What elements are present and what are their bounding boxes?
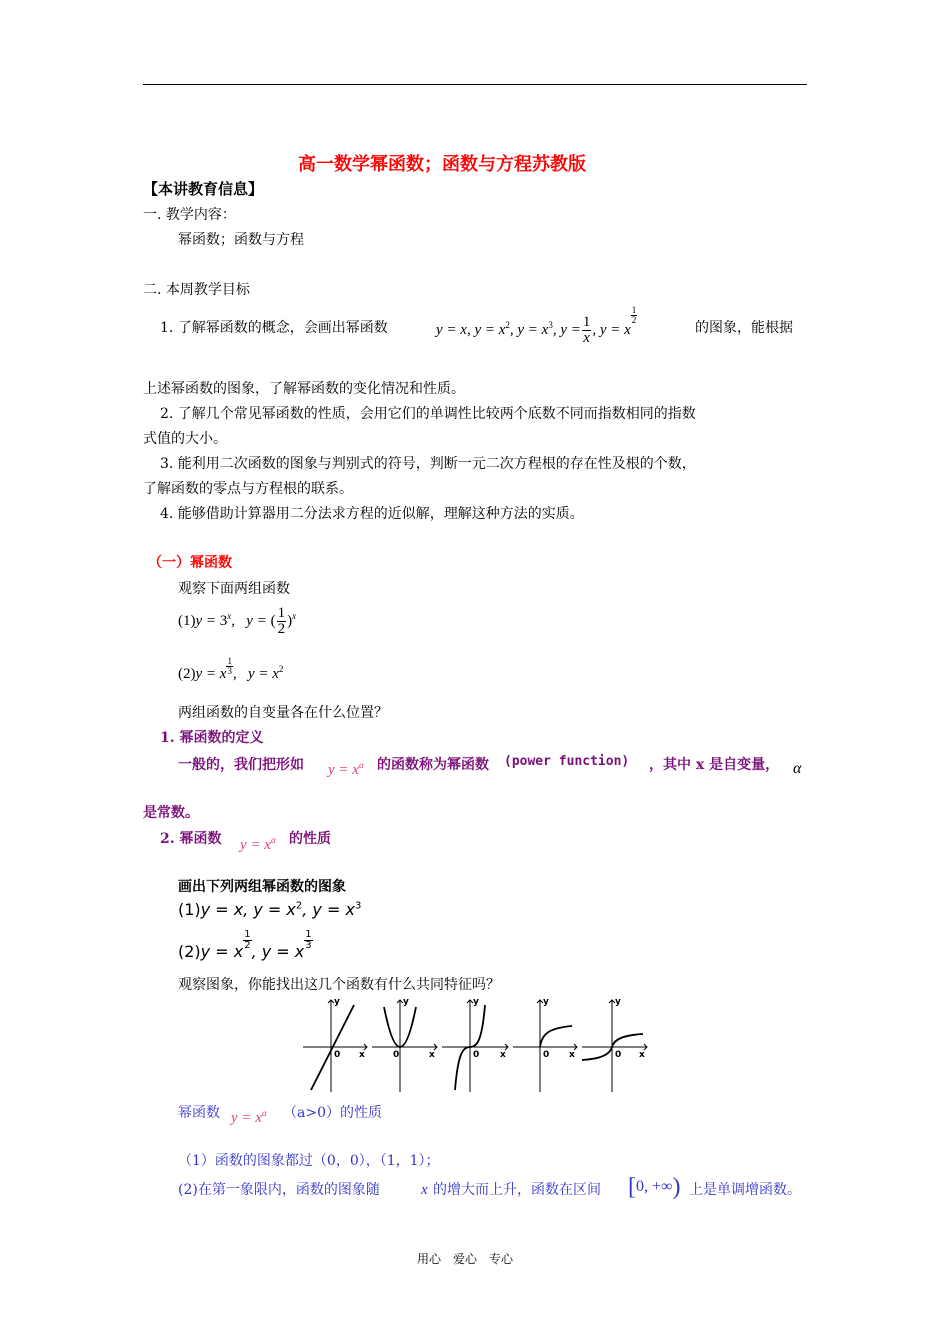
def-text-en: (power function): [504, 754, 630, 769]
graph2-y-label: y: [403, 997, 409, 1007]
graph1-y-label: y: [334, 997, 340, 1007]
def-heading: 1. 幂函数的定义: [160, 730, 264, 746]
graph3-x-label: x: [500, 1050, 506, 1060]
graph1-o-label: 0: [334, 1050, 341, 1060]
graph2-x-label: x: [429, 1050, 435, 1060]
alpha-symbol: α: [793, 760, 802, 777]
prop-2a: (2)在第一象限内，函数的图象随: [178, 1182, 380, 1198]
group-2-formula: (2)y = x $\frac{1}{3}$ , $y = x^2$: [178, 656, 284, 682]
prop-heading-formula: $y = x^\alpha$: [240, 835, 276, 853]
draw-instruction: 画出下列两组幂函数的图象: [178, 879, 346, 895]
goal-3a: 3. 能利用二次函数的图象与判别式的符号，判断一元二次方程根的存在性及根的个数，: [160, 456, 696, 472]
header-rule: [143, 84, 807, 85]
goal-1b: 的图象，能根据: [695, 320, 793, 336]
page-title: 高一数学幂函数；函数与方程苏教版: [298, 154, 586, 175]
prop-2b: 的增大而上升，函数在区间: [433, 1182, 601, 1198]
goal-1c: 上述幂函数的图象，了解幂函数的变化情况和性质。: [143, 381, 465, 397]
page-footer: 用心 爱心 专心: [417, 1252, 514, 1266]
def-text-a: 一般的，我们把形如: [178, 757, 304, 773]
prop-2-x: x: [421, 1182, 428, 1198]
goal-1a: 1. 了解幂函数的概念，会画出幂函数: [160, 320, 388, 336]
prop-1: （1）函数的图象都过（0，0），（1，1）；: [178, 1153, 440, 1169]
prop-2c: 上是单调增函数。: [689, 1182, 801, 1198]
draw-group-1: (1)y = x, $y = x^2$, $y = x^3$: [178, 900, 362, 919]
def-text-d: 是常数。: [143, 805, 199, 821]
graph2-o-label: 0: [393, 1050, 400, 1060]
prop-heading-a: 2. 幂函数: [160, 831, 222, 847]
def-formula: $y = x^\alpha$: [328, 760, 364, 778]
graph-y-equals-x-squared: [372, 1000, 437, 1092]
graph4-y-label: y: [543, 997, 549, 1007]
goal-3b: 了解函数的零点与方程根的联系。: [143, 481, 353, 497]
graph5-y-label: y: [615, 997, 621, 1007]
goal-1-formula: y = x, $y = x^2$, $y = x^3$, y = $\frac{1}{x}$ , y = x $\frac{1}{2}$: [436, 305, 637, 346]
part1-heading: （一）幂函数: [148, 555, 232, 571]
draw-group-2: (2)y = x $\frac{1}{2}$ , y = x $\frac{1}{3}$: [178, 929, 312, 961]
graph4-o-label: 0: [543, 1050, 550, 1060]
graph-y-equals-x: [303, 1000, 367, 1092]
def-text-b: 的函数称为幂函数: [377, 757, 489, 773]
graph-y-equals-x-cubed: [442, 1000, 508, 1092]
graph1-x-label: x: [359, 1050, 365, 1060]
pos-text-b: （a>0）的性质: [283, 1105, 382, 1121]
graph4-x-label: x: [569, 1050, 575, 1060]
sec1-heading: 一. 教学内容：: [143, 207, 236, 223]
def-text-c: ，其中 x 是自变量，: [649, 757, 780, 773]
prop-heading-b: 的性质: [289, 831, 331, 847]
observe-question: 观察图象，你能找出这几个函数有什么共同特征吗？: [178, 977, 500, 993]
goal-2b: 式值的大小。: [143, 431, 227, 447]
power-function-graphs: [300, 995, 652, 1095]
graph5-x-label: x: [639, 1050, 645, 1060]
graph3-y-label: y: [473, 997, 479, 1007]
graph-y-equals-sqrt-x: [513, 1000, 577, 1092]
group-1-formula: $(1)y = 3^x$, y = ( $\frac{1}{2}$ )$^x$: [178, 605, 297, 637]
pos-formula: $y = x^\alpha$: [231, 1108, 267, 1126]
sec2-heading: 二. 本周教学目标: [143, 282, 250, 298]
question-text: 两组函数的自变量各在什么位置？: [178, 705, 388, 721]
graph3-o-label: 0: [473, 1050, 480, 1060]
pos-text-a: 幂函数: [178, 1105, 220, 1121]
observe-text: 观察下面两组函数: [178, 581, 290, 597]
goal-2a: 2. 了解几个常见幂函数的性质，会用它们的单调性比较两个底数不同而指数相同的指数: [160, 406, 696, 422]
graph-y-equals-cbrt-x: [582, 1000, 647, 1092]
goal-4: 4. 能够借助计算器用二分法求方程的近似解，理解这种方法的实质。: [160, 506, 584, 522]
prop-2-interval: [0, +∞): [628, 1174, 681, 1200]
sec1-content: 幂函数；函数与方程: [178, 232, 304, 248]
graph5-o-label: 0: [615, 1050, 622, 1060]
info-header: 【本讲教育信息】: [143, 180, 264, 198]
